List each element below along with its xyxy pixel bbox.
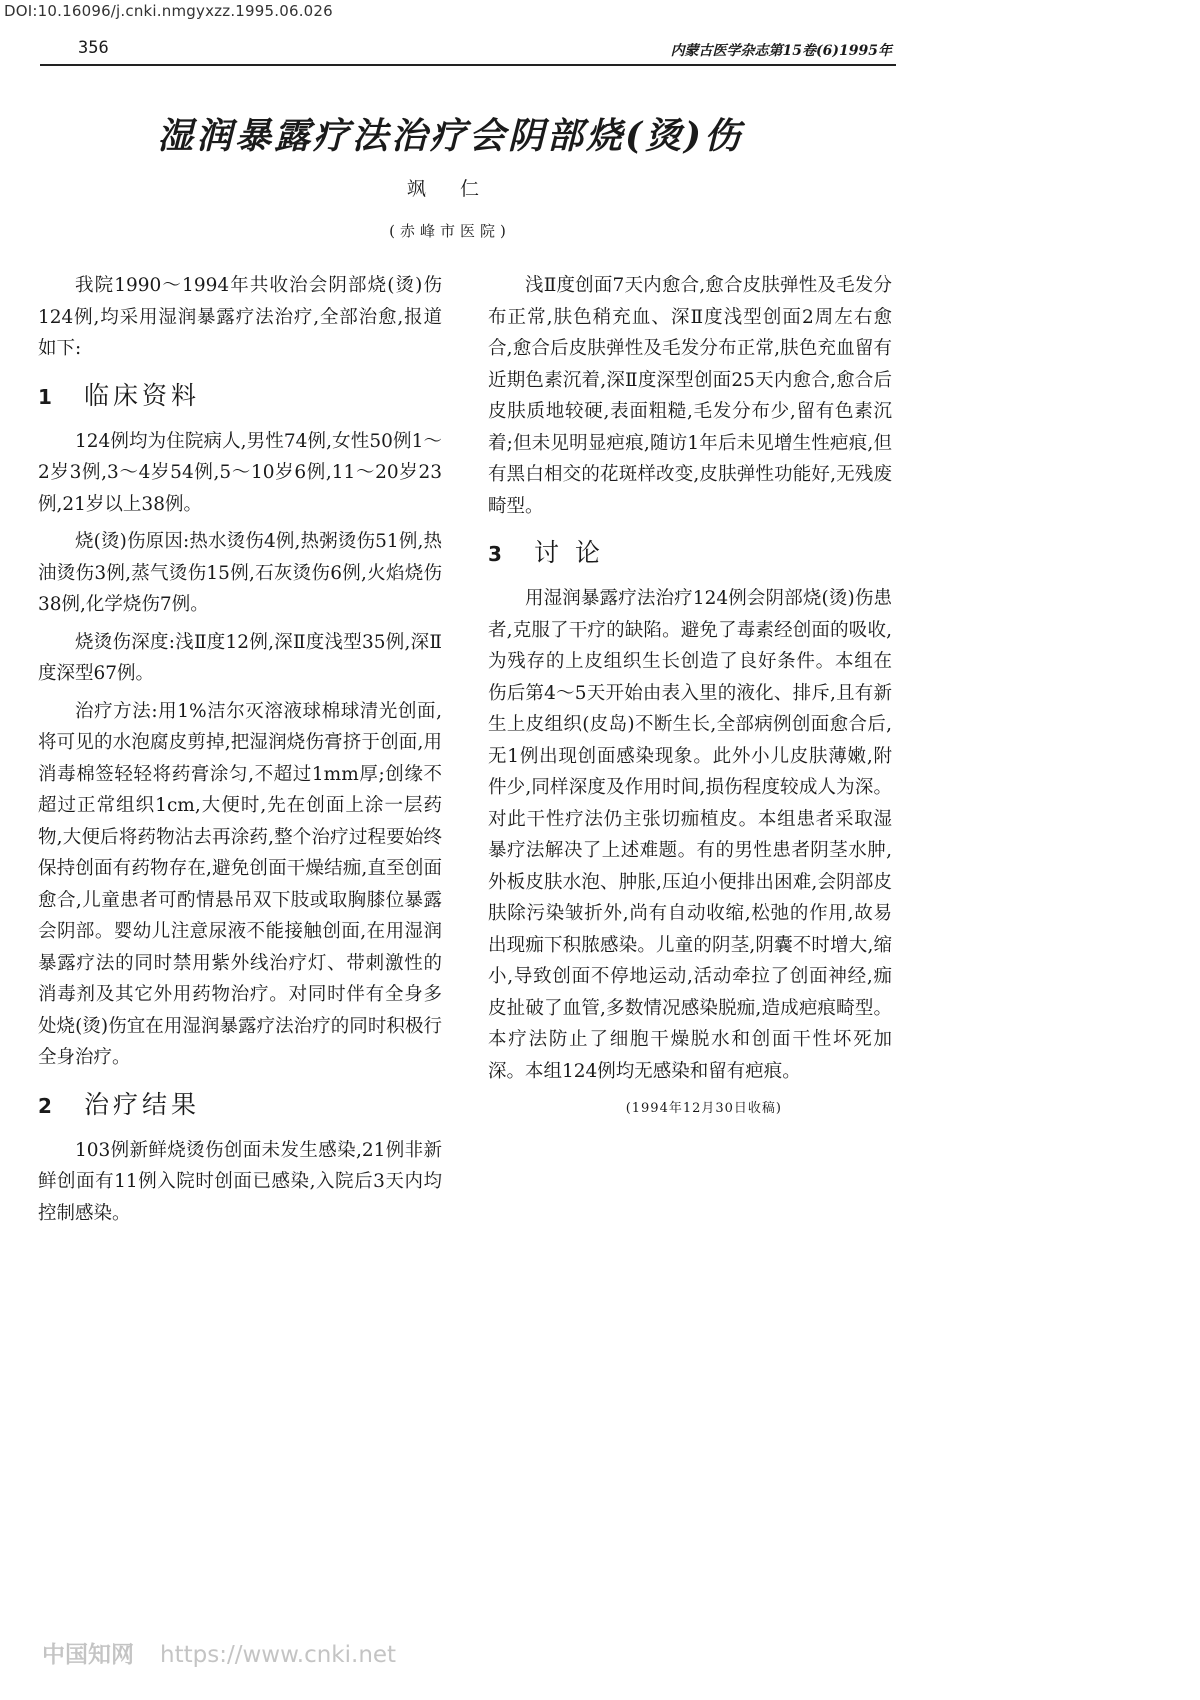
- left-column: [38, 270, 442, 1235]
- running-header: [40, 36, 896, 66]
- section-title: 治疗结果: [84, 1089, 201, 1119]
- body-paragraph: 124例均为住院病人,男性74例,女性50例1～2岁3例,3～4岁54例,5～10岁6例,11～20岁23例,21岁以上38例。: [38, 430, 442, 515]
- section-heading-clinical-data: [38, 379, 442, 414]
- author-name: 飒 仁: [406, 178, 494, 200]
- section-heading-results: [38, 1088, 442, 1123]
- doi-line: DOI:10.16096/j.cnki.nmgyxzz.1995.06.026: [4, 2, 333, 20]
- watermark-url: https://www.cnki.net: [160, 1642, 397, 1668]
- section-title: 讨 论: [534, 538, 604, 567]
- body-paragraph: 103例新鲜烧烫伤创面未发生感染,21例非新鲜创面有11例入院时创面已感染,入院后3天内均控制感染。: [38, 1139, 442, 1224]
- body-paragraph: 用湿润暴露疗法治疗124例会阴部烧(烫)伤患者,克服了干疗的缺陷。避免了毒素经创面的吸收,为残存的上皮组织生长创造了良好条件。本组在伤后第4～5天开始由表入里的液化、排斥,且有新生上皮组织(皮岛)不断生长,全部病例创面愈合后,无1例出现创面感染现象。此外小儿皮肤薄嫩,附件少,同样深度及作用时间,损伤程度较成人为深。对此干性疗法仍主张切痂植皮。本组患者采取湿暴疗法解决了上述难题。有的男性患者阴茎水肿,外板皮肤水泡、肿胀,压迫小便排出困难,会阴部皮肤除污染皱折外,尚有自动收缩,松弛的作用,故易出现痂下积脓感染。儿童的阴茎,阴囊不时增大,缩小,导致创面不停地运动,活动牵拉了创面神经,痂皮扯破了血管,多数情况感染脱痂,造成疤痕畸型。本疗法防止了细胞干燥脱水和创面干性坏死加深。本组124例均无感染和留有疤痕。: [488, 588, 892, 1082]
- body-paragraph: 烧(烫)伤原因:热水烫伤4例,热粥烫伤51例,热油烫伤3例,蒸气烫伤15例,石灰烫伤6例,火焰烧伤38例,化学烧伤7例。: [38, 531, 442, 615]
- cnki-watermark: [42, 1636, 396, 1669]
- author-affiliation: (赤峰市医院): [389, 222, 511, 240]
- watermark-brand: 中国知网: [42, 1642, 134, 1668]
- article-title: 湿润暴露疗法治疗会阴部烧(烫)伤: [156, 115, 744, 157]
- body-paragraph: 浅Ⅱ度创面7天内愈合,愈合皮肤弹性及毛发分布正常,肤色稍充血、深Ⅱ度浅型创面2周左右愈合,愈合后皮肤弹性及毛发分布正常,肤色充血留有近期色素沉着,深Ⅱ度深型创面25天内愈合,愈合后皮肤质地较硬,表面粗糙,毛发分布少,留有色素沉着;但未见明显疤痕,随访1年后未见增生性疤痕,但有黑白相交的花斑样改变,皮肤弹性功能好,无残废畸型。: [488, 275, 892, 517]
- journal-citation: 内蒙古医学杂志第15卷(6)1995年: [670, 43, 892, 59]
- section-number: 3: [488, 542, 502, 566]
- section-number: 1: [38, 384, 52, 409]
- section-heading-discussion: [488, 536, 892, 571]
- section-title: 临床资料: [84, 380, 201, 410]
- section-number: 2: [38, 1093, 52, 1118]
- page-number: 356: [78, 38, 109, 58]
- body-paragraph: 烧烫伤深度:浅Ⅱ度12例,深Ⅱ度浅型35例,深Ⅱ度深型67例。: [38, 631, 442, 684]
- received-date: (1994年12月30日收稿): [625, 1101, 782, 1116]
- intro-paragraph: 我院1990～1994年共收治会阴部烧(烫)伤124例,均采用湿润暴露疗法治疗,全部治愈,报道如下:: [38, 275, 442, 359]
- body-paragraph: 治疗方法:用1%洁尔灭溶液球棉球清光创面,将可见的水泡腐皮剪掉,把湿润烧伤膏挤于创面,用消毒棉签轻轻将药膏涂匀,不超过1mm厚;创缘不超过正常组织1cm,大便时,先在创面上涂一层药物,大便后将药物沾去再涂药,整个治疗过程要始终保持创面有药物存在,避免创面干燥结痂,直至创面愈合,儿童患者可酌情悬吊双下肢或取胸膝位暴露会阴部。婴幼儿注意尿液不能接触创面,在用湿润暴露疗法的同时禁用紫外线治疗灯、带刺激性的消毒剂及其它外用药物治疗。对同时伴有全身多处烧(烫)伤宜在用湿润暴露疗法治疗的同时积极行全身治疗。: [38, 700, 442, 1068]
- right-column: [488, 270, 892, 1125]
